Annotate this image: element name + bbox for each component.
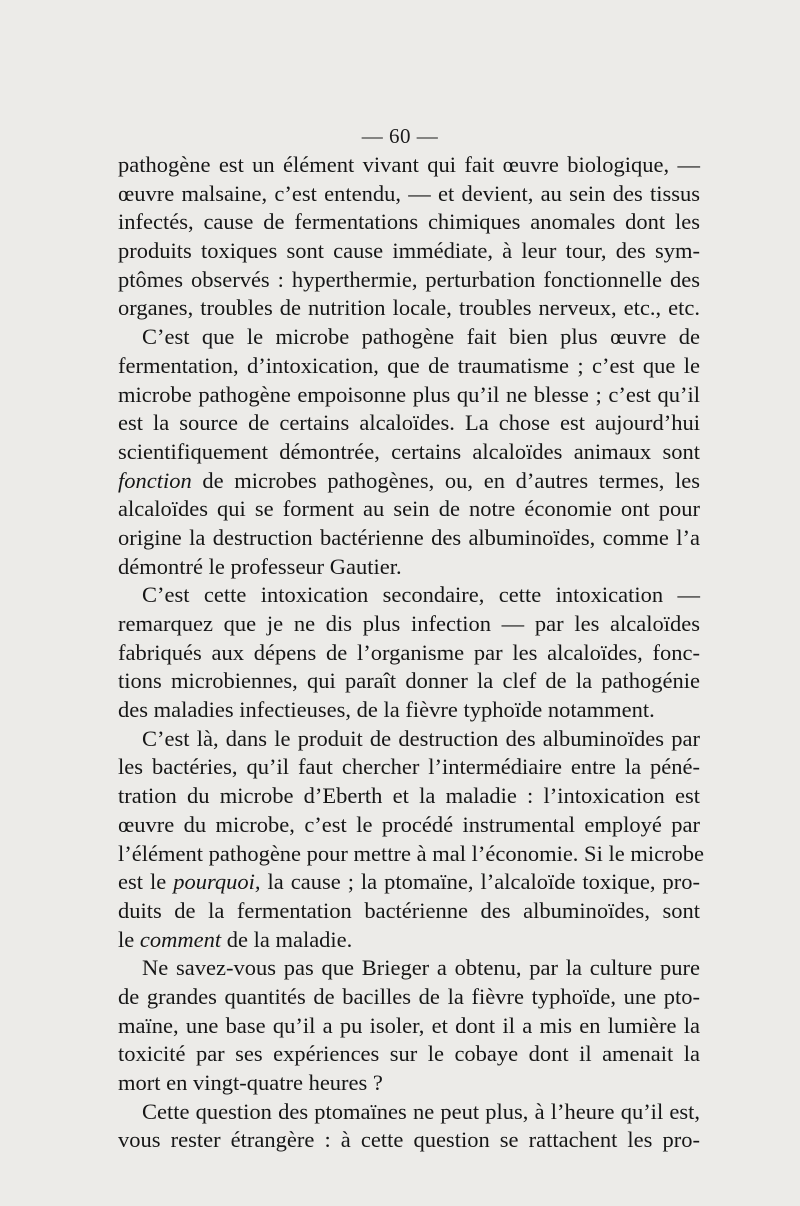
text-line [118,151,700,180]
text-line [118,180,700,209]
text-line [118,840,705,869]
text-line [118,954,700,983]
text-line-prefix: le [118,926,140,952]
text-line-content: maïne, une base qu’il a pu isoler, et dont il a mis en lumière la [118,1012,700,1038]
page-number: — 60 — [361,124,439,148]
text-line-content: produits toxiques sont cause immédiate, à leur tour, des sym- [118,238,700,264]
text-line-content: microbe pathogène empoisonne plus qu’il ne blesse ; c’est qu’il [118,381,700,407]
text-line [118,782,700,811]
italic-word: pourquoi, [173,869,261,895]
text-line-content: œuvre du microbe, c’est le procédé instrumental employé par [118,811,700,837]
text-line-content: C’est là, dans le produit de destruction des albuminoïdes par [142,725,700,751]
text-line [118,696,700,725]
text-line [118,926,700,955]
text-line-content: mort en vingt-quatre heures ? [118,1070,383,1095]
text-line-content: organes, troubles de nutrition locale, troubles nerveux, etc., etc. [118,295,700,321]
text-line-content: toxicité par ses expériences sur le cobaye dont il amenait la [118,1041,700,1067]
text-line-content: est la source de certains alcaloïdes. La chose est aujourd’hui [118,410,700,436]
text-line [118,438,700,467]
text-line [118,524,700,553]
text-line-content: les bactéries, qu’il faut chercher l’intermédiaire entre la péné- [118,754,700,780]
text-line [118,897,700,926]
text-line-content: fabriqués aux dépens de l’organisme par les alcaloïdes, fonc- [118,639,700,665]
text-line [118,237,700,266]
text-line [118,753,700,782]
text-line [118,667,700,696]
text-line-content: scientifiquement démontrée, certains alcaloïdes animaux sont [118,438,700,464]
text-line-content: tration du microbe d’Eberth et la maladie : l’intoxication est [118,783,700,809]
text-line [118,1040,700,1069]
text-line-content: tions microbiennes, qui paraît donner la clef de la pathogénie [118,668,700,694]
italic-word: comment [139,926,222,952]
text-line-content: de la maladie. [221,926,353,952]
text-line [118,409,700,438]
italic-word: fonction [118,467,192,493]
text-line-content: Ne savez-vous pas que Brieger a obtenu, par la culture pure [142,955,700,981]
text-line [118,323,700,352]
text-line-content: des maladies infectieuses, de la fièvre typhoïde notamment. [118,697,655,723]
text-line [118,266,700,295]
text-line-content: Cette question des ptomaïnes ne peut plus, à l’heure qu’il est, [142,1098,700,1124]
text-line [118,553,700,582]
text-line-prefix: est le [118,869,174,895]
text-line-content: duits de la fermentation bactérienne des albuminoïdes, sont [118,897,700,923]
text-line [118,610,700,639]
text-line-content: alcaloïdes qui se forment au sein de notre économie ont pour [118,496,700,522]
text-line-content: fermentation, d’intoxication, que de traumatisme ; c’est que le [118,352,700,378]
text-line [118,581,700,610]
text-line-content: ptômes observés : hyperthermie, perturbation fonctionnelle des [118,266,700,292]
text-line-content: œuvre malsaine, c’est entendu, — et devient, au sein des tissus [118,180,700,206]
text-line [118,381,700,410]
text-line [118,725,700,754]
text-line [118,352,700,381]
text-line [118,811,700,840]
text-line [118,1098,700,1127]
text-line-content: démontré le professeur Gautier. [118,553,402,579]
text-line-content: de grandes quantités de bacilles de la fièvre typhoïde, une pto- [118,983,700,1009]
text-line-content: pathogène est un élément vivant qui fait œuvre biologique, — [118,152,700,177]
body-text [118,151,705,1155]
text-line-content: origine la destruction bactérienne des albuminoïdes, comme l’a [118,524,700,550]
text-line [118,1069,700,1098]
text-line-content: vous rester étrangère : à cette question se rattachent les pro- [118,1127,700,1153]
text-line-content: l’élément pathogène pour mettre à mal l’économie. Si le microbe [118,840,705,866]
text-line [118,294,700,323]
text-line [118,983,700,1012]
text-line [118,639,700,668]
text-line-content: C’est que le microbe pathogène fait bien plus œuvre de [142,324,700,350]
text-line [118,467,700,496]
text-line-content: C’est cette intoxication secondaire, cette intoxication — [142,582,700,608]
text-line-content: infectés, cause de fermentations chimiques anomales dont les [118,209,700,235]
text-line-content: de microbes pathogènes, ou, en d’autres termes, les [191,467,700,493]
text-line-content: la cause ; la ptomaïne, l’alcaloïde toxique, pro- [260,869,701,895]
text-line [118,495,700,524]
text-line [118,1012,700,1041]
text-line-content: remarquez que je ne dis plus infection — par les alcaloïdes [118,611,700,636]
text-line [118,208,700,237]
text-line [118,1126,700,1155]
text-line [118,868,700,897]
